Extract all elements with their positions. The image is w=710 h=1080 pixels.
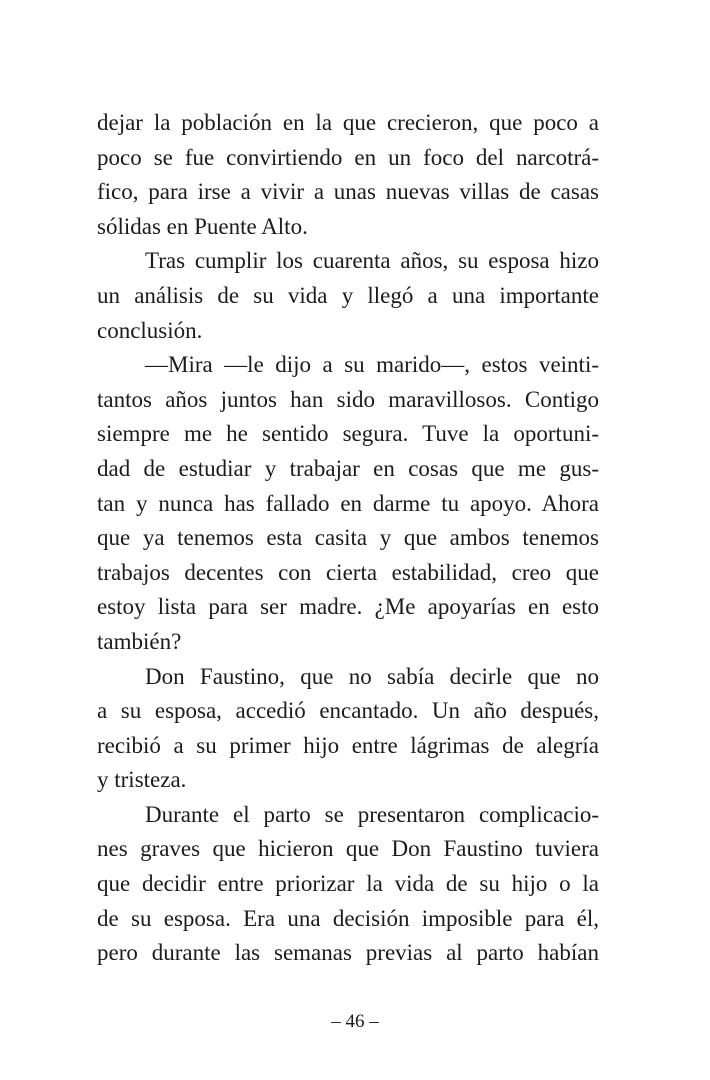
page-number: – 46 –	[331, 1011, 379, 1032]
paragraph	[97, 106, 599, 244]
text-line: dad de estudiar y trabajar en cosas que me gus-	[97, 455, 599, 481]
text-line: Tras cumplir los cuarenta años, su esposa hizo	[145, 248, 599, 274]
text-line: siempre me he sentido segura. Tuve la oportuni-	[97, 421, 599, 447]
text-line: de su esposa. Era una decisión imposible para él,	[97, 905, 599, 931]
text-line: —Mira —le dijo a su marido—, estos veinti-	[145, 352, 599, 378]
text-line: pero durante las semanas previas al parto habían	[97, 940, 599, 966]
text-line: tantos años juntos han sido maravillosos. Contigo	[97, 386, 599, 412]
text-line: trabajos decentes con cierta estabilidad, creo que	[97, 559, 599, 585]
body-text	[97, 106, 599, 971]
text-line: recibió a su primer hijo entre lágrimas de alegría	[97, 732, 599, 758]
text-line: y tristeza.	[97, 767, 187, 793]
text-line: Don Faustino, que no sabía decirle que no	[145, 663, 599, 689]
paragraph	[97, 244, 599, 348]
text-line: sólidas en Puente Alto.	[97, 213, 308, 239]
text-line: a su esposa, accedió encantado. Un año después,	[97, 698, 599, 724]
paragraph	[97, 798, 599, 971]
text-line: poco se fue convirtiendo en un foco del narcotrá-	[97, 144, 599, 170]
text-line: también?	[97, 628, 182, 654]
text-line: que decidir entre priorizar la vida de su hijo o la	[97, 871, 599, 897]
text-line: estoy lista para ser madre. ¿Me apoyarías en esto	[97, 594, 599, 620]
text-line: que ya tenemos esta casita y que ambos tenemos	[97, 525, 599, 551]
text-line: un análisis de su vida y llegó a una importante	[97, 282, 599, 308]
text-line: fico, para irse a vivir a unas nuevas villas de casas	[97, 179, 599, 205]
paragraph	[97, 660, 599, 798]
text-line: nes graves que hicieron que Don Faustino tuviera	[97, 836, 599, 862]
text-line: tan y nunca has fallado en darme tu apoyo. Ahora	[97, 490, 599, 516]
text-line: Durante el parto se presentaron complicacio-	[145, 801, 599, 827]
text-line: conclusión.	[97, 317, 203, 343]
text-line: dejar la población en la que crecieron, que poco a	[97, 110, 599, 135]
paragraph	[97, 348, 599, 659]
